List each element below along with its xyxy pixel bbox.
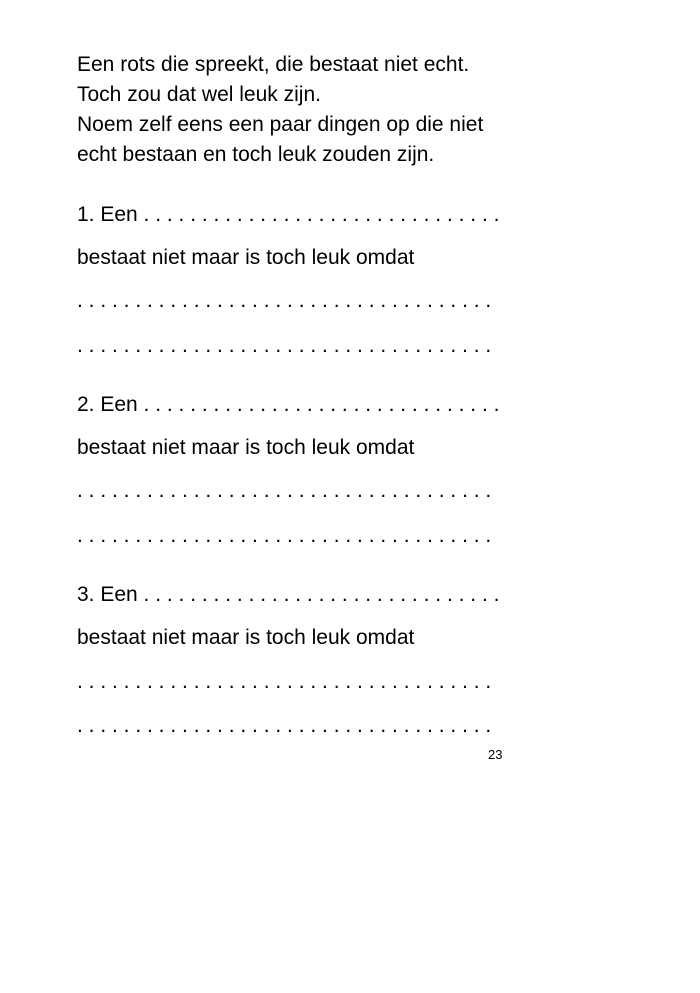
intro-text <box>77 50 577 170</box>
item-2-answer-line: . . . . . . . . . . . . . . . . . . . . . . . . . . . . . . . . . . . . <box>77 479 492 502</box>
item-2-answer-line: . . . . . . . . . . . . . . . . . . . . . . . . . . . . . . . . . . . . <box>77 524 492 547</box>
item-1-reason-label: bestaat niet maar is toch leuk omdat <box>77 246 415 269</box>
intro-line: echt bestaan en toch leuk zouden zijn. <box>77 143 435 166</box>
item-2-prompt: 2. Een . . . . . . . . . . . . . . . . . . . . . . . . . . . . . . . <box>77 393 500 416</box>
item-3-prompt: 3. Een . . . . . . . . . . . . . . . . . . . . . . . . . . . . . . . <box>77 583 500 606</box>
item-2-reason-label: bestaat niet maar is toch leuk omdat <box>77 436 415 459</box>
item-1-answer-line: . . . . . . . . . . . . . . . . . . . . . . . . . . . . . . . . . . . . <box>77 334 492 357</box>
intro-line: Toch zou dat wel leuk zijn. <box>77 83 321 106</box>
intro-line: Noem zelf eens een paar dingen op die niet <box>77 113 484 136</box>
item-1-answer-line: . . . . . . . . . . . . . . . . . . . . . . . . . . . . . . . . . . . . <box>77 289 492 312</box>
item-1-prompt: 1. Een . . . . . . . . . . . . . . . . . . . . . . . . . . . . . . . <box>77 203 500 226</box>
intro-line: Een rots die spreekt, die bestaat niet echt. <box>77 53 470 76</box>
page-number: 23 <box>488 747 503 762</box>
item-3-answer-line: . . . . . . . . . . . . . . . . . . . . . . . . . . . . . . . . . . . . <box>77 714 492 737</box>
item-3-reason-label: bestaat niet maar is toch leuk omdat <box>77 626 415 649</box>
item-3-answer-line: . . . . . . . . . . . . . . . . . . . . . . . . . . . . . . . . . . . . <box>77 670 492 693</box>
